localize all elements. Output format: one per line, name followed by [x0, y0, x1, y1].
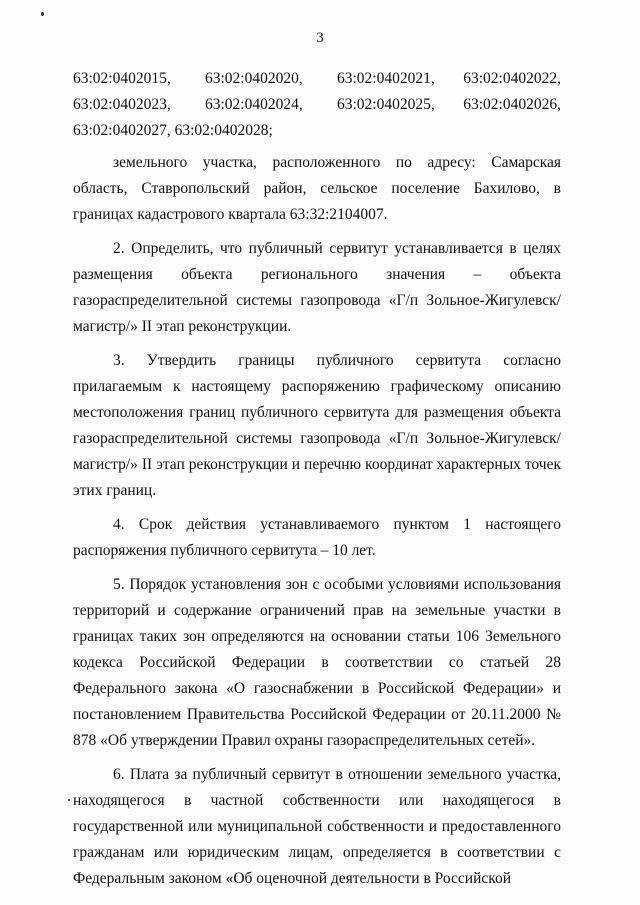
clause-2: 2. Определить, что публичный сервитут устанавливается в целях размещения объекта регионального значения – объекта газораспределительной системы газопровода «Г/п Зольное-Жигулевск/магистр/» II этап реконструкции. [73, 240, 561, 335]
cadastral-number: 63:02:0402021, [337, 70, 435, 87]
cadastral-number: 63:02:0402025, [337, 96, 435, 113]
page-number: 3 [316, 30, 324, 46]
cadastral-number: 63:02:0402015, [73, 70, 171, 87]
cadastral-number-last-line: 63:02:0402027, 63:02:0402028; [73, 122, 273, 139]
cadastral-number: 63:02:0402026, [463, 96, 561, 113]
clause-4: 4. Срок действия устанавливаемого пунктом 1 настоящего распоряжения публичного сервитута – 10 лет. [73, 516, 561, 559]
document-body [73, 66, 561, 892]
cadastral-number-list [73, 66, 561, 118]
cadastral-number: 63:02:0402022, [463, 70, 561, 87]
land-location-paragraph: земельного участка, расположенного по адресу: Самарская область, Ставропольский район, сельское поселение Бахилово, в границах кадастрового квартала 63:32:2104007. [73, 154, 561, 223]
scan-speck [68, 799, 70, 801]
scan-speck [41, 12, 44, 16]
cadastral-number: 63:02:0402020, [205, 70, 303, 87]
clause-3: 3. Утвердить границы публичного сервитута согласно прилагаемым к настоящему распоряжению графическому описанию местоположения границ публичного сервитута для размещения объекта газораспределительной системы газопровода «Г/п Зольное-Жигулевск/магистр/» II этап реконструкции и перечню координат характерных точек этих границ. [73, 352, 561, 499]
clause-5: 5. Порядок установления зон с особыми условиями использования территорий и содержание ограничений прав на земельные участки в границах таких зон определяются на основании статьи 106 Земельного кодекса Российской Федерации в соответствии со статьей 28 Федерального закона «О газоснабжении в Российской Федерации» и постановлением Правительства Российской Федерации от 20.11.2000 № 878 «Об утверждении Правил охраны газораспределительных сетей». [73, 576, 561, 749]
cadastral-number: 63:02:0402023, [73, 96, 171, 113]
cadastral-number: 63:02:0402024, [205, 96, 303, 113]
clause-6: 6. Плата за публичный сервитут в отношении земельного участка, находящегося в частной собственности или находящегося в государственной или муниципальной собственности и предоставленного гражданам или юридическим лицам, определяется в соответствии с Федеральным законом «Об оценочной деятельности в Российской [73, 766, 561, 887]
